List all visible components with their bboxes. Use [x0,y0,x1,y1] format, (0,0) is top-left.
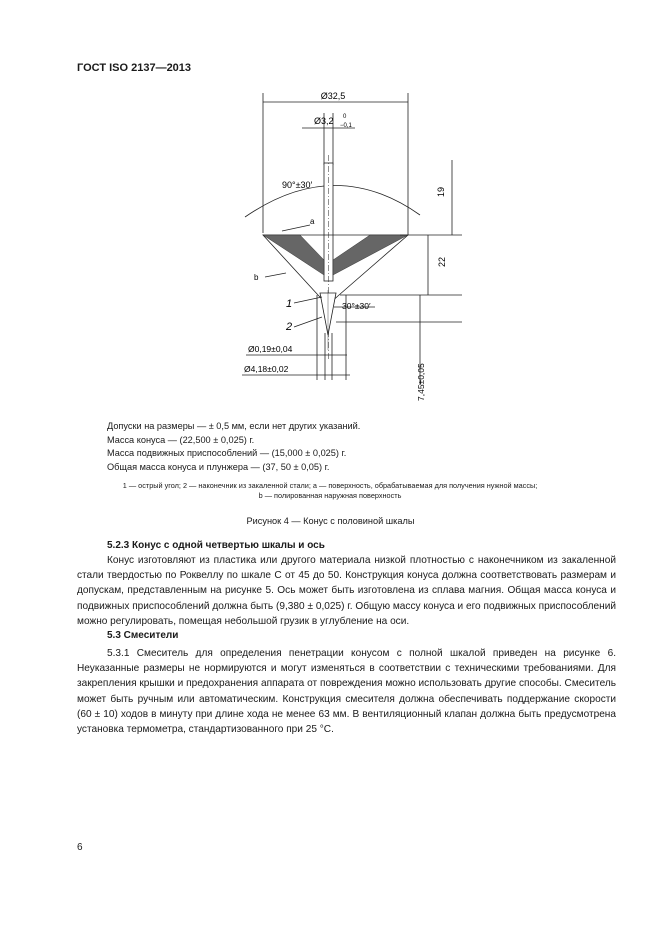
document-code: ГОСТ ISO 2137—2013 [77,62,192,74]
dim-tip-small: Ø0,19±0,04 [248,344,293,354]
section-5-3-1-text: 5.3.1 Смеситель для определения пенетрации конусом с полной шкалой приведен на рисунке 6. Неуказанные размеры не нормируются и могут изменяться в соответствии с техническими требованиями. Для закрепления крышки и предохранения аппарата от повреждения можно использовать другие способы. Смеситель может быть ручным или автоматическим. Конструкция смесителя должна обеспечивать поддержание скорости (60 ± 10) ходов в минуту при длине хода не менее 63 мм. В вентиляционный клапан должна быть предусмотрена установка термометра, стандартизованного при 25 °С. [77,648,616,736]
section-5-3-title: 5.3 Смесители [107,630,179,641]
cone-wall-left [263,235,324,275]
figure-legend-line2: b — полированная наружная поверхность [258,491,402,500]
dim-pin-lower-tol: −0,1 [340,123,352,129]
dim-7-45: 7,45±0,05 [416,363,426,401]
note-line: Масса подвижных приспособлений — (15,000 ± 0,025) г. [107,448,347,459]
dim-diameter-32-5: Ø32,5 [320,91,346,101]
label-1: 1 [286,298,293,310]
section-5-2-3-text: Конус изготовляют из пластика или другого материала низкой плотностью с наконечником из закаленной стали твердостью по Роквеллу по шкале С от 45 до 50. Конструкция конуса должна соответствовать размерам и допускам, представленным на рисунке 5. Ось может быть изготовлена из сплава магния. Общая масса конуса и подвижных приспособлений должна быть (9,380 ± 0,025) г. Общую массу конуса и его подвижных приспособлений можно регулировать, помещая небольшой грузик в углубление на оси. [77,555,616,627]
dim-tip-large: Ø4,18±0,02 [244,364,289,374]
page-number: 6 [77,842,83,853]
dim-pin-diameter: Ø3,2 [314,116,334,126]
angle-30: 30°±30′ [342,301,371,311]
label-b: b [254,273,259,282]
cone-technical-drawing [230,85,470,405]
note-line: Масса конуса — (22,500 ± 0,025) г. [107,434,255,445]
dim-pin-upper-tol: 0 [343,114,347,120]
note-line: Общая масса конуса и плунжера — (37, 50 ± 0,05) г. [107,461,330,472]
dim-22: 22 [437,256,447,267]
cone-wall-right [333,235,408,275]
note-line: Допуски на размеры — ± 0,5 мм, если нет других указаний. [107,421,361,431]
section-5-2-3-title: 5.2.3 Конус с одной четвертью шкалы и ось [107,540,325,551]
dim-19: 19 [436,186,446,197]
angle-90: 90°±30′ [282,180,313,190]
figure-legend-line1: 1 — острый угол; 2 — наконечник из закаленной стали; a — поверхность, обрабатываемая для получения нужной массы; [122,481,538,490]
label-2: 2 [286,321,293,333]
figure-caption: Рисунок 4 — Конус с половиной шкалы [246,516,415,526]
figure-notes [107,420,360,474]
label-a: a [310,217,315,226]
